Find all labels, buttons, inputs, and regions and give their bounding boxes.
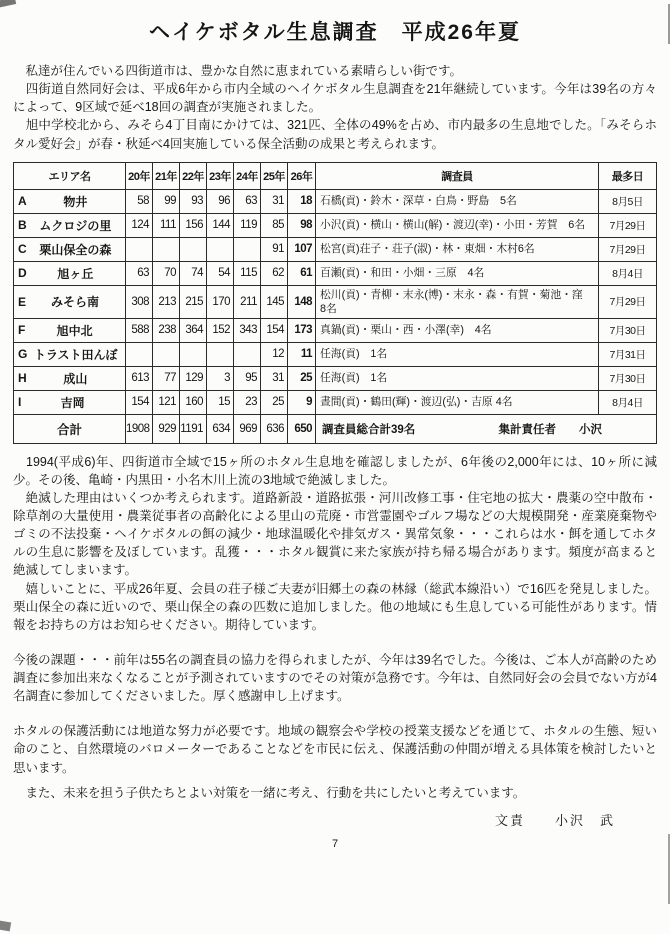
count-cell: 588 [126, 318, 153, 342]
count-cell: 129 [180, 366, 207, 390]
peak-date-cell: 8月4日 [599, 261, 657, 285]
peak-date-cell: 7月29日 [599, 237, 657, 261]
peak-date-cell: 7月29日 [599, 213, 657, 237]
signature: 文責 小沢 武 [494, 812, 615, 828]
col-header-peak-date: 最多日 [599, 162, 657, 189]
count-cell: 95 [234, 366, 261, 390]
count-cell: 25 [288, 366, 316, 390]
area-name: 旭ヶ丘 [57, 266, 94, 281]
count-cell [153, 342, 180, 366]
count-cell: 111 [153, 213, 180, 237]
scan-artifact [0, 920, 11, 932]
surveyors-cell: 石橋(貢)・鈴木・深草・白鳥・野島 5名 [316, 189, 599, 213]
area-name: トラスト田んぼ [33, 347, 118, 362]
count-cell: 144 [207, 213, 234, 237]
count-cell [153, 237, 180, 261]
count-cell: 93 [180, 189, 207, 213]
page-number: 7 [331, 837, 339, 850]
count-cell: 173 [288, 318, 316, 342]
table-row [14, 342, 657, 366]
count-cell: 170 [207, 285, 234, 318]
area-letter: F [18, 323, 26, 338]
area-cell [14, 213, 126, 237]
peak-date-cell: 7月31日 [599, 342, 657, 366]
area-letter: E [18, 294, 27, 309]
total-count-cell: 634 [207, 414, 234, 443]
surveyors-cell: 任海(貢) 1名 [316, 366, 599, 390]
table-row [14, 189, 657, 213]
count-cell: 145 [261, 285, 288, 318]
count-cell: 62 [261, 261, 288, 285]
count-cell: 58 [126, 189, 153, 213]
col-header-area: エリア名 [14, 162, 126, 189]
area-cell [14, 318, 126, 342]
area-cell [14, 366, 126, 390]
area-letter: B [18, 218, 27, 233]
count-cell: 121 [153, 390, 180, 414]
area-cell [14, 261, 126, 285]
area-letter: D [18, 266, 27, 281]
survey-table [13, 162, 657, 444]
count-cell: 160 [180, 390, 207, 414]
count-cell: 115 [234, 261, 261, 285]
table-row [14, 213, 657, 237]
count-cell: 107 [288, 237, 316, 261]
count-cell: 154 [126, 390, 153, 414]
count-cell: 63 [126, 261, 153, 285]
count-cell: 238 [153, 318, 180, 342]
count-cell: 77 [153, 366, 180, 390]
count-cell: 9 [288, 390, 316, 414]
total-count-cell: 1908 [126, 414, 153, 443]
table-row [14, 261, 657, 285]
surveyors-cell: 真鍋(貢)・栗山・西・小澤(幸) 4名 [316, 318, 599, 342]
count-cell [180, 237, 207, 261]
count-cell [234, 342, 261, 366]
area-name: みそら南 [51, 295, 100, 310]
count-cell: 343 [234, 318, 261, 342]
peak-date-cell: 7月29日 [599, 285, 657, 318]
area-cell [14, 189, 126, 213]
area-cell [14, 342, 126, 366]
body-paragraph: 1994(平成6)年、四街道市全域で15ヶ所のホタル生息地を確認しましたが、6年後の2,000年には、10ヶ所に減少。その後、亀崎・内黒田・小名木川上流の3地域で絶滅しました。 [13, 454, 657, 487]
body-text [13, 453, 657, 802]
count-cell: 74 [180, 261, 207, 285]
body-paragraph: 嬉しいことに、平成26年夏、会員の荘子様ご夫妻が旧郷土の森の林縁（総武本線沿い）で16匹を発見しました。栗山保全の森に近いので、栗山保全の森の匹数に追加しました。他の地域にも生息している可能性があります。情報をお持ちの方はお知らせください。期待しています。 [13, 581, 657, 632]
col-header-year: 20年 [126, 162, 153, 189]
col-header-year: 24年 [234, 162, 261, 189]
table-row [14, 318, 657, 342]
intro-paragraph: 四街道自然同好会は、平成6年から市内全域のヘイケボタル生息調査を21年継続しています。今年は39名の方々によって、9区域で延べ18回の調査が実施されました。 [13, 82, 657, 115]
count-cell: 154 [261, 318, 288, 342]
surveyors-cell: 小沢(貢)・横山・横山(解)・渡辺(幸)・小田・芳賀 6名 [316, 213, 599, 237]
count-cell: 31 [261, 366, 288, 390]
col-header-year: 22年 [180, 162, 207, 189]
surveyors-cell: 松宮(貢)荘子・荘子(淑)・林・東畑・木村6名 [316, 237, 599, 261]
surveyors-cell: 百瀬(貢)・和田・小畑・三原 4名 [316, 261, 599, 285]
area-cell [14, 285, 126, 318]
total-count-cell: 636 [261, 414, 288, 443]
peak-date-cell: 8月4日 [599, 390, 657, 414]
count-cell: 31 [261, 189, 288, 213]
area-letter: H [18, 371, 27, 386]
total-label: 合計 [14, 414, 126, 443]
table-header-row [14, 162, 657, 189]
col-header-year: 23年 [207, 162, 234, 189]
area-name: 成山 [63, 371, 88, 386]
count-cell: 152 [207, 318, 234, 342]
area-letter: G [18, 347, 28, 362]
area-letter: A [18, 194, 27, 209]
count-cell [126, 342, 153, 366]
surveyor-total: 調査員総合計39名 [322, 423, 416, 436]
count-cell: 70 [153, 261, 180, 285]
body-paragraph: 今後の課題・・・前年は55名の調査員の協力を得られましたが、今年は39名でした。今後は、ご本人が高齢のため調査に参加出来なくなることが予測されていますのでその対策が急務です。今年は、自然同好会の会員でない方が4名調査に参加してくださいました。厚く感謝申し上げます。 [13, 652, 657, 704]
area-cell [14, 237, 126, 261]
area-name: 旭中北 [56, 323, 93, 338]
intro-paragraph: 旭中学校北から、みそら4丁目南にかけては、321匹、全体の49%を占め、市内最多の生息地でした。「みそらホタル愛好会」が春・秋延べ4回実施している保全活動の成果と考えられます。 [13, 118, 657, 151]
area-name: ムクロジの里 [39, 218, 112, 233]
tally-manager: 集計責任者 小沢 [498, 423, 602, 436]
peak-date-cell: 7月30日 [599, 318, 657, 342]
table-row [14, 237, 657, 261]
count-cell: 61 [288, 261, 316, 285]
count-cell: 613 [126, 366, 153, 390]
count-cell: 3 [207, 366, 234, 390]
intro-paragraph: 私達が住んでいる四街道市は、豊かな自然に恵まれている素晴らしい街です。 [13, 64, 463, 78]
count-cell: 91 [261, 237, 288, 261]
peak-date-cell: 8月5日 [599, 189, 657, 213]
col-header-surveyors: 調査員 [316, 162, 599, 189]
area-name: 吉岡 [60, 395, 85, 410]
area-name: 物井 [63, 194, 88, 209]
area-cell [14, 390, 126, 414]
page-title: ヘイケボタル生息調査 平成26年夏 [149, 21, 521, 44]
count-cell [207, 237, 234, 261]
count-cell: 18 [288, 189, 316, 213]
count-cell: 124 [126, 213, 153, 237]
count-cell: 11 [288, 342, 316, 366]
count-cell: 211 [234, 285, 261, 318]
table-total-row [14, 414, 657, 443]
count-cell [207, 342, 234, 366]
table-row [14, 366, 657, 390]
surveyors-cell: 任海(貢) 1名 [316, 342, 599, 366]
total-count-cell: 650 [288, 414, 316, 443]
col-header-year: 21年 [153, 162, 180, 189]
total-count-cell: 1191 [180, 414, 207, 443]
area-letter: I [18, 395, 22, 410]
count-cell [126, 237, 153, 261]
count-cell: 308 [126, 285, 153, 318]
body-paragraph: また、未来を担う子供たちとよい対策を一緒に考え、行動を共にしたいと考えています。 [13, 785, 526, 800]
body-paragraph: ホタルの保護活動には地道な努力が必要です。地域の観察会や学校の授業支援などを通じて、ホタルの生態、短い命のこと、自然環境のバロメーターであることなどを市民に伝え、保護活動の仲間が増える具体策を検討したいと思います。 [13, 724, 657, 775]
count-cell: 25 [261, 390, 288, 414]
table-row [14, 285, 657, 318]
count-cell: 15 [207, 390, 234, 414]
area-letter: C [18, 242, 27, 257]
count-cell: 96 [207, 189, 234, 213]
table-row [14, 390, 657, 414]
surveyors-cell: 晝間(貢)・鶴田(輝)・渡辺(弘)・吉原 4名 [316, 390, 599, 414]
count-cell: 99 [153, 189, 180, 213]
count-cell: 98 [288, 213, 316, 237]
body-paragraph: 絶滅した理由はいくつか考えられます。道路新設・道路拡張・河川改修工事・住宅地の拡大・農薬の空中散布・除草剤の大量使用・農業従事者の高齢化による里山の荒廃・市営霊園やゴルフ場などの大規模開発・産業廃棄物やゴミの不法投棄・ヘイケボタルの餌の減少・地球温暖化や排気ガス・異常気象・・・これらは水・餌を通してホタルの生息に影響を及ぼしています。乱獲・・・ホタル観賞に来た家族が持ち帰る場合があります。頻度が高まると絶滅してしまいます。 [13, 490, 657, 578]
surveyors-cell: 松川(貢)・青柳・末永(博)・末永・森・有賀・菊池・窪 8名 [316, 285, 599, 318]
count-cell: 54 [207, 261, 234, 285]
col-header-year: 26年 [288, 162, 316, 189]
count-cell: 364 [180, 318, 207, 342]
peak-date-cell: 7月30日 [599, 366, 657, 390]
count-cell: 156 [180, 213, 207, 237]
intro-text [13, 62, 657, 153]
count-cell: 148 [288, 285, 316, 318]
count-cell: 12 [261, 342, 288, 366]
area-name: 栗山保全の森 [39, 242, 112, 257]
col-header-year: 25年 [261, 162, 288, 189]
count-cell: 213 [153, 285, 180, 318]
total-count-cell: 969 [234, 414, 261, 443]
count-cell [180, 342, 207, 366]
total-note-cell [316, 414, 657, 443]
count-cell: 85 [261, 213, 288, 237]
count-cell: 119 [234, 213, 261, 237]
count-cell [234, 237, 261, 261]
count-cell: 63 [234, 189, 261, 213]
count-cell: 215 [180, 285, 207, 318]
total-count-cell: 929 [153, 414, 180, 443]
count-cell: 23 [234, 390, 261, 414]
